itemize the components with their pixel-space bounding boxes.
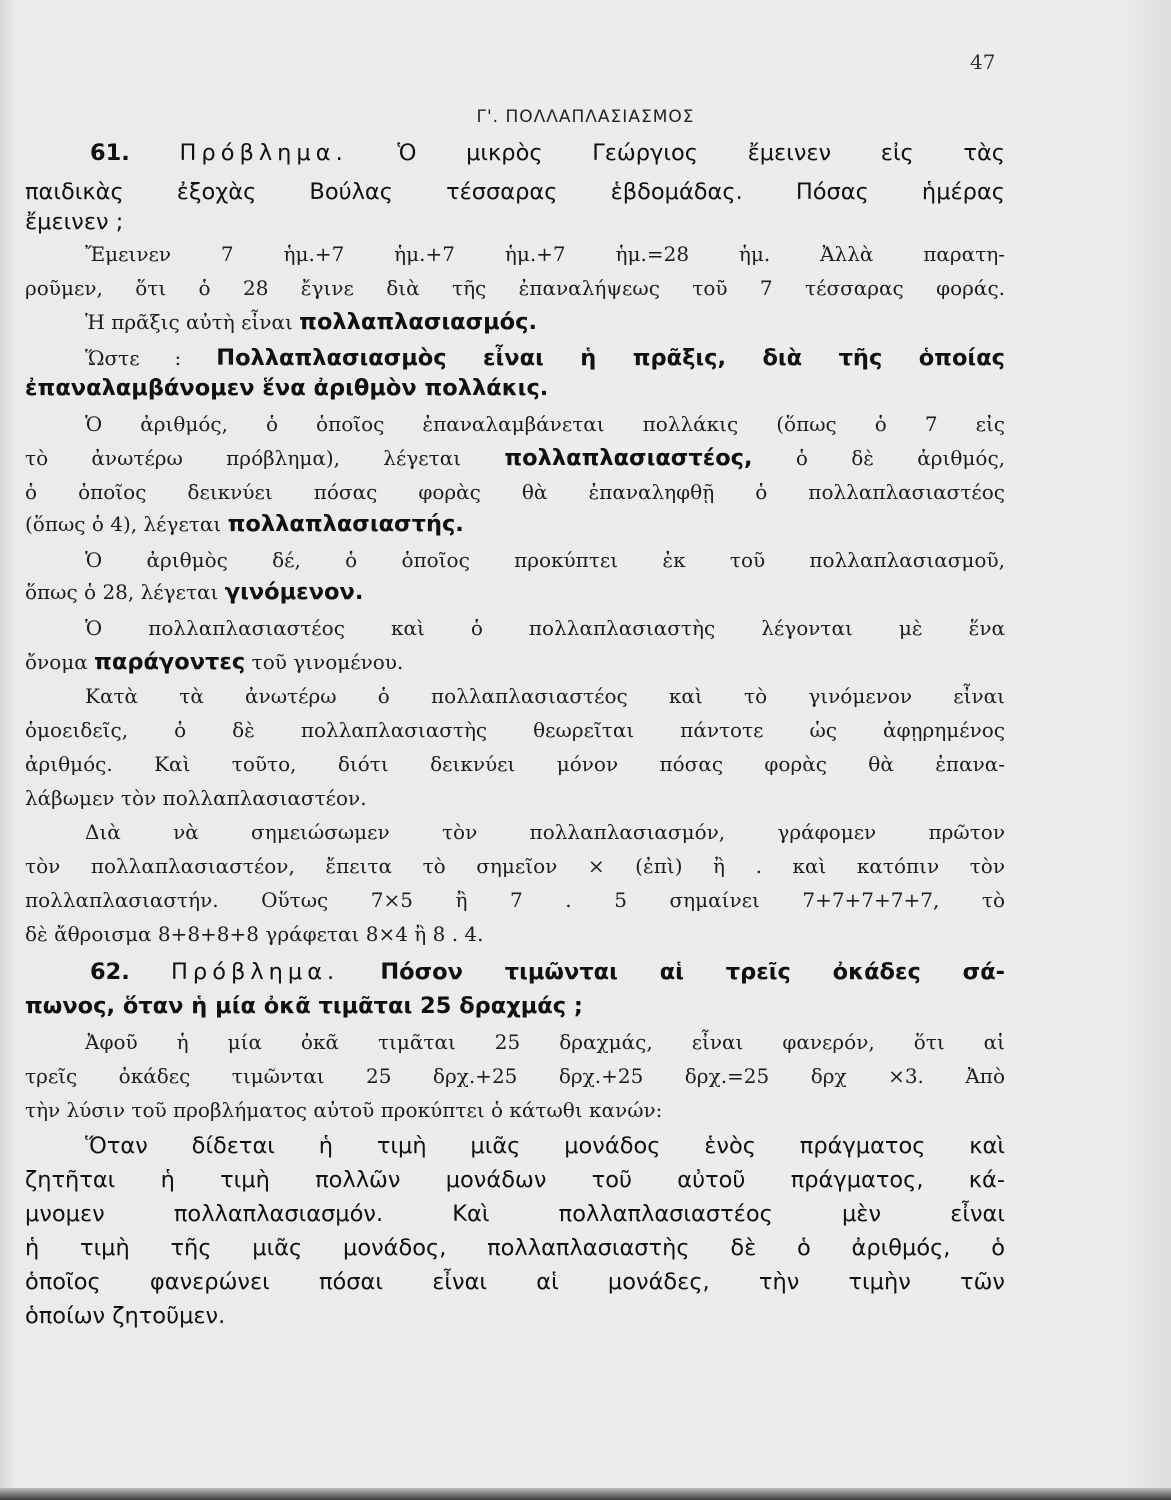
rule-line: ὁποῖος φανερώνει πόσαι εἶναι αἱ μονάδες, τὴν τιμὴν τῶν <box>25 1269 1005 1295</box>
term-factors: παράγοντες <box>94 649 246 675</box>
page-number: 47 <box>970 50 996 74</box>
problem-number: 61. <box>90 140 130 166</box>
text-line: Ὁ ἀριθμὸς δέ, ὁ ὁποῖος προκύπτει ἐκ τοῦ πολλαπλασιασμοῦ, <box>85 548 1005 572</box>
text-line: Ὁ ἀριθμός, ὁ ὁποῖος ἐπαναλαμβάνεται πολλάκις (ὅπως ὁ 7 εἰς <box>85 412 1005 436</box>
term-multiplier: πολλαπλασιαστής. <box>227 511 464 537</box>
text-line: Ὁ πολλαπλασιαστέος καὶ ὁ πολλαπλασιαστὴς λέγονται μὲ ἕνα <box>85 616 1005 640</box>
rule-line: ζητῆται ἡ τιμὴ πολλῶν μονάδων τοῦ αὐτοῦ πράγματος, κά- <box>25 1167 1005 1193</box>
text-span: ὁ δὲ ἀριθμός, <box>795 446 1006 470</box>
text-line <box>25 510 464 538</box>
text-span: τοῦ γινομένου. <box>251 650 404 674</box>
term-multiplication: πολλαπλασιασμός. <box>299 309 538 335</box>
text-span: Ἡ πρᾶξις αὐτὴ εἶναι <box>85 310 293 334</box>
text-line: πωνος, ὅταν ἡ μία ὀκᾶ τιμᾶται 25 δραχμάς ; <box>25 993 583 1019</box>
problem-label: Πρόβλημα. <box>179 140 348 166</box>
text-line: ὁμοειδεῖς, ὁ δὲ πολλαπλασιαστὴς θεωρεῖται πάντοτε ὡς ἀφῃρημένος <box>25 718 1005 742</box>
text-span: Ὥστε : <box>85 346 182 370</box>
problem-number: 62. <box>90 959 130 985</box>
problem-61-heading <box>90 139 1005 167</box>
rule-line: ὁποίων ζητοῦμεν. <box>25 1303 226 1329</box>
rule-line: Ὅταν δίδεται ἡ τιμὴ μιᾶς μονάδος ἑνὸς πράγματος καὶ <box>85 1133 1005 1159</box>
term-multiplicand: πολλαπλασιαστέος, <box>504 445 753 471</box>
text-line: πολλαπλασιαστήν. Οὕτως 7×5 ἢ 7 . 5 σημαίνει 7+7+7+7+7, τὸ <box>25 888 1005 912</box>
definition-line: ἐπαναλαμβάνομεν ἕνα ἀριθμὸν πολλάκις. <box>25 375 549 401</box>
page-bottom-edge <box>0 1488 1171 1500</box>
text-line: Ἀφοῦ ἡ μία ὀκᾶ τιμᾶται 25 δραχμάς, εἶναι φανερόν, ὅτι αἱ <box>85 1030 1005 1054</box>
text-line: ὁ ὁποῖος δεικνύει πόσας φορὰς θὰ ἐπαναληφθῇ ὁ πολλαπλασιαστέος <box>25 480 1005 504</box>
text-line: Διὰ νὰ σημειώσωμεν τὸν πολλαπλασιασμόν, γράφομεν πρῶτον <box>85 820 1005 844</box>
problem-text: Πόσον τιμῶνται αἱ τρεῖς ὀκάδες σά- <box>380 959 1006 985</box>
term-product: γινόμενον. <box>224 579 364 605</box>
problem-label: Πρόβλημα. <box>171 959 340 985</box>
text-line: δὲ ἄθροισμα 8+8+8+8 γράφεται 8×4 ἢ 8 . 4. <box>25 922 484 946</box>
text-line: λάβωμεν τὸν πολλαπλασιαστέον. <box>25 786 367 810</box>
problem-62-heading <box>90 958 1005 986</box>
definition-line <box>85 344 1005 372</box>
rule-line: μνομεν πολλαπλασιασμόν. Καὶ πολλαπλασιαστέος μὲν εἶναι <box>25 1201 1005 1227</box>
text-span: ὅπως ὁ 28, λέγεται <box>25 580 219 604</box>
text-line: παιδικὰς ἐξοχὰς Βούλας τέσσαρας ἑβδομάδας. Πόσας ἡμέρας <box>25 179 1005 205</box>
text-line <box>25 648 403 676</box>
text-line: τὸν πολλαπλασιαστέον, ἔπειτα τὸ σημεῖον × (ἐπὶ) ἢ . καὶ κατόπιν τὸν <box>25 854 1005 878</box>
text-line <box>85 308 537 336</box>
text-line: τὴν λύσιν τοῦ προβλήματος αὐτοῦ προκύπτει ὁ κάτωθι κανών: <box>25 1098 663 1122</box>
text-span: τὸ ἀνωτέρω πρόβλημα), λέγεται <box>25 446 462 470</box>
problem-text: Ὁ μικρὸς Γεώργιος ἔμεινεν εἰς τὰς <box>397 140 1005 166</box>
text-line: ροῦμεν, ὅτι ὁ 28 ἔγινε διὰ τῆς ἐπαναλήψεως τοῦ 7 τέσσαρας φοράς. <box>25 276 1005 300</box>
definition-text: Πολλαπλασιασμὸς εἶναι ἡ πρᾶξις, διὰ τῆς ὁποίας <box>216 345 1005 371</box>
text-line: ἀριθμός. Καὶ τοῦτο, διότι δεικνύει μόνον πόσας φορὰς θὰ ἐπανα- <box>25 752 1005 776</box>
text-line: Ἔμεινεν 7 ἡμ.+7 ἡμ.+7 ἡμ.+7 ἡμ.=28 ἡμ. Ἀλλὰ παρατη- <box>85 242 1005 266</box>
text-line: ἔμεινεν ; <box>25 209 124 235</box>
text-line: τρεῖς ὀκάδες τιμῶνται 25 δρχ.+25 δρχ.+25 δρχ.=25 δρχ ×3. Ἀπὸ <box>25 1064 1005 1088</box>
text-span: ὄνομα <box>25 650 88 674</box>
text-span: (ὅπως ὁ 4), λέγεται <box>25 512 222 536</box>
text-line <box>25 578 363 606</box>
section-title: Γ'. ΠΟΛΛΑΠΛΑΣΙΑΣΜΟΣ <box>476 107 695 127</box>
text-line: Κατὰ τὰ ἀνωτέρω ὁ πολλαπλασιαστέος καὶ τὸ γινόμενον εἶναι <box>85 684 1005 708</box>
rule-line: ἡ τιμὴ τῆς μιᾶς μονάδος, πολλαπλασιαστὴς δὲ ὁ ἀριθμός, ὁ <box>25 1235 1005 1261</box>
text-line <box>25 444 1005 472</box>
